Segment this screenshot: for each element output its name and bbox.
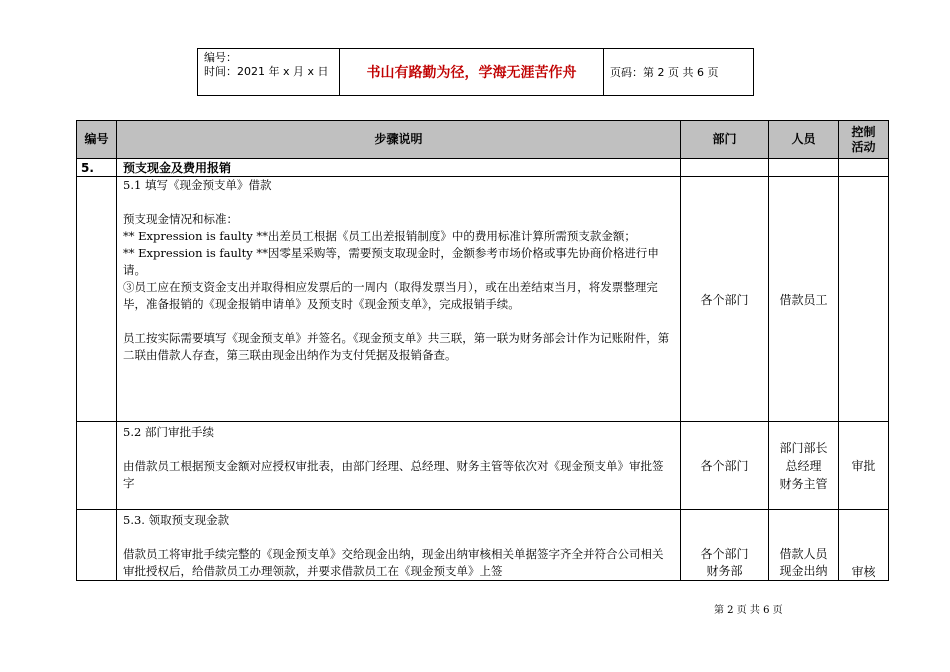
step-text: 预支现金情况和标准： <box>123 212 238 226</box>
procedure-table <box>76 120 889 581</box>
row-description <box>117 510 681 581</box>
personnel-line: 财务主管 <box>779 476 828 491</box>
row-control <box>839 177 889 422</box>
step-text: ** Expression is faulty **出差员工根据《员工出差报销制度》中的费用标准计算所需预支款金额； <box>123 229 636 243</box>
col-number: 编号 <box>77 121 117 159</box>
department-line: 财务部 <box>706 564 743 578</box>
col-steps: 步骤说明 <box>117 121 681 159</box>
section-number: 5. <box>77 159 117 177</box>
row-control: 审核 <box>839 510 889 581</box>
step-text: ③员工应在预支资金支出并取得相应发票后的一周内（取得发票当月），或在出差结束当月，将发票整理完毕，准备报销的《现金报销申请单》及预支时《现金预支单》，完成报销手续。 <box>123 280 658 311</box>
step-heading: 5.2 部门审批手续 <box>123 425 214 439</box>
personnel-line: 部门部长 <box>779 440 828 455</box>
section-empty <box>769 159 839 177</box>
row-department <box>681 510 769 581</box>
section-empty <box>839 159 889 177</box>
table-header-row <box>77 121 889 159</box>
row-personnel <box>769 510 839 581</box>
document-header <box>197 48 754 96</box>
personnel-line: 现金出纳 <box>779 564 828 578</box>
personnel-line: 借款人员 <box>779 547 828 561</box>
section-row <box>77 159 889 177</box>
step-text: 借款员工将审批手续完整的《现金预支单》交给现金出纳，现金出纳审核相关单据签字齐全并符合公司相关审批授权后，给借款员工办理领款，并要求借款员工在《现金预支单》上签 <box>123 547 664 578</box>
row-description <box>117 422 681 510</box>
row-personnel <box>769 422 839 510</box>
row-control: 审批 <box>839 422 889 510</box>
row-personnel: 借款员工 <box>769 177 839 422</box>
table-row <box>77 177 889 422</box>
table-row <box>77 422 889 510</box>
row-number <box>77 177 117 422</box>
row-number <box>77 510 117 581</box>
header-number: 编号： <box>204 51 237 64</box>
step-heading: 5.1 填写《现金预支单》借款 <box>123 178 272 192</box>
page-footer: 第 2 页 共 6 页 <box>714 605 783 616</box>
col-control: 控制活动 <box>839 121 889 159</box>
department-line: 各个部门 <box>700 547 749 561</box>
row-department: 各个部门 <box>681 177 769 422</box>
step-text: 由借款员工根据预支金额对应授权审批表，由部门经理、总经理、财务主管等依次对《现金预支单》审批签字 <box>123 459 664 490</box>
personnel-line: 总经理 <box>785 458 822 473</box>
step-text: 员工按实际需要填写《现金预支单》并签名。《现金预支单》共三联，第一联为财务部会计作为记账附件，第二联由借款人存查，第三联由现金出纳作为支付凭据及报销备查。 <box>123 331 670 362</box>
row-department: 各个部门 <box>681 422 769 510</box>
header-time: 时间：2021 年 x 月 x 日 <box>204 65 329 78</box>
row-number <box>77 422 117 510</box>
header-slogan: 书山有路勤为径，学海无涯苦作舟 <box>340 49 604 95</box>
header-meta <box>198 49 340 95</box>
step-heading: 5.3. 领取预支现金款 <box>123 513 230 527</box>
row-description <box>117 177 681 422</box>
section-title: 预支现金及费用报销 <box>117 159 681 177</box>
col-department: 部门 <box>681 121 769 159</box>
col-personnel: 人员 <box>769 121 839 159</box>
section-empty <box>681 159 769 177</box>
header-page: 页码：第 2 页 共 6 页 <box>610 66 719 79</box>
table-row <box>77 510 889 581</box>
step-text: ** Expression is faulty **因零星采购等，需要预支取现金时，金额参考市场价格或事先协商价格进行申请。 <box>123 246 659 277</box>
